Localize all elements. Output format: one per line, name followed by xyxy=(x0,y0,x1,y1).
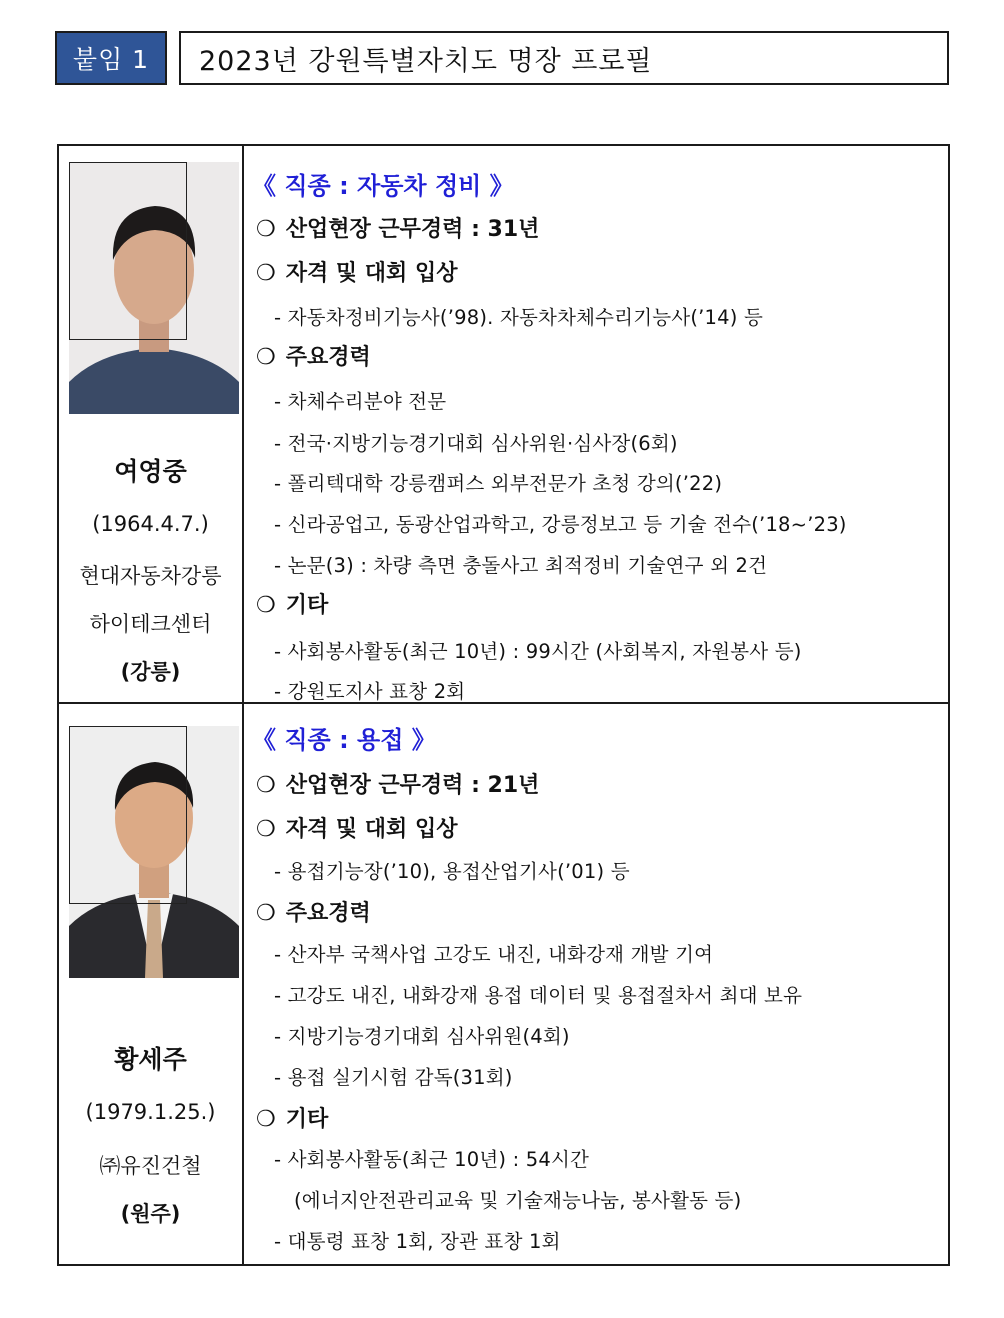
section-heading-text: 주요경력 xyxy=(285,345,371,370)
section-heading-text: 기타 xyxy=(285,1107,329,1132)
list-item: - 산자부 국책사업 고강도 내진, 내화강재 개발 기여 xyxy=(274,943,714,966)
section-heading xyxy=(256,588,328,619)
list-item: (에너지안전관리교육 및 기술재능나눔, 봉사활동 등) xyxy=(294,1189,742,1212)
profile-table xyxy=(57,144,950,1266)
list-item: - 논문(3) : 차량 측면 충돌사고 최적정비 기술연구 외 2건 xyxy=(274,554,768,577)
profile-region: (강릉) xyxy=(120,660,181,684)
list-item: - 지방기능경기대회 심사위원(4회) xyxy=(274,1025,570,1048)
section-heading-text: 자격 및 대회 입상 xyxy=(285,261,458,286)
section-heading xyxy=(256,1102,328,1133)
section-heading-text: 자격 및 대회 입상 xyxy=(285,817,458,842)
list-item: - 대통령 표창 1회, 장관 표창 1회 xyxy=(274,1230,561,1253)
profile-name: 여영중 xyxy=(114,457,187,486)
section-heading xyxy=(256,812,457,843)
circle-bullet-icon: ❍ xyxy=(256,773,276,798)
profile-company: 하이테크센터 xyxy=(89,612,212,636)
list-item: - 강원도지사 표창 2회 xyxy=(274,680,466,703)
profile-birth: (1964.4.7.) xyxy=(92,512,209,536)
profile-info-cell xyxy=(58,703,243,1265)
circle-bullet-icon: ❍ xyxy=(256,1107,276,1132)
circle-bullet-icon: ❍ xyxy=(256,261,276,286)
list-item: - 용접 실기시험 감독(31회) xyxy=(274,1066,513,1089)
section-heading-text: 산업현장 근무경력 : 31년 xyxy=(285,217,540,242)
section-heading xyxy=(256,256,457,287)
section-heading xyxy=(256,340,371,371)
list-item: - 신라공업고, 동광산업과학고, 강릉정보고 등 기술 전수(’18~’23) xyxy=(274,513,847,536)
profile-birth: (1979.1.25.) xyxy=(85,1100,216,1124)
profile-detail-cell xyxy=(243,703,949,1265)
profile-row xyxy=(58,145,949,703)
profile-info-cell xyxy=(58,145,243,703)
section-heading-text: 산업현장 근무경력 : 21년 xyxy=(285,773,540,798)
list-item: - 차체수리분야 전문 xyxy=(274,390,447,413)
profile-detail-cell xyxy=(243,145,949,703)
section-heading xyxy=(256,212,539,243)
job-title: 《 직종 : 자동차 정비 》 xyxy=(252,172,514,200)
list-item: - 고강도 내진, 내화강재 용접 데이터 및 용접절차서 최대 보유 xyxy=(274,984,803,1007)
circle-bullet-icon: ❍ xyxy=(256,217,276,242)
circle-bullet-icon: ❍ xyxy=(256,345,276,370)
list-item: - 자동차정비기능사(’98). 자동차차체수리기능사(’14) 등 xyxy=(274,306,763,329)
circle-bullet-icon: ❍ xyxy=(256,817,276,842)
list-item: - 용접기능장(’10), 용접산업기사(’01) 등 xyxy=(274,860,630,883)
section-heading-text: 기타 xyxy=(285,593,329,618)
profile-name: 황세주 xyxy=(114,1045,187,1074)
section-heading-text: 주요경력 xyxy=(285,901,371,926)
list-item: - 폴리텍대학 강릉캠퍼스 외부전문가 초청 강의(’22) xyxy=(274,472,723,495)
photo-frame xyxy=(69,162,187,340)
profile-company: 현대자동차강릉 xyxy=(79,564,222,588)
section-heading xyxy=(256,896,371,927)
list-item: - 전국·지방기능경기대회 심사위원·심사장(6회) xyxy=(274,432,678,455)
profile-row xyxy=(58,703,949,1265)
section-heading xyxy=(256,768,539,799)
profile-region: (원주) xyxy=(120,1202,181,1226)
photo-frame xyxy=(69,726,187,904)
profile-company: ㈜유진건철 xyxy=(99,1154,202,1178)
attachment-badge: 붙임 1 xyxy=(55,31,167,85)
list-item: - 사회봉사활동(최근 10년) : 99시간 (사회복지, 자원봉사 등) xyxy=(274,640,802,663)
list-item: - 사회봉사활동(최근 10년) : 54시간 xyxy=(274,1148,590,1171)
document-title: 2023년 강원특별자치도 명장 프로필 xyxy=(179,31,949,85)
circle-bullet-icon: ❍ xyxy=(256,901,276,926)
circle-bullet-icon: ❍ xyxy=(256,593,276,618)
job-title: 《 직종 : 용접 》 xyxy=(252,726,436,754)
